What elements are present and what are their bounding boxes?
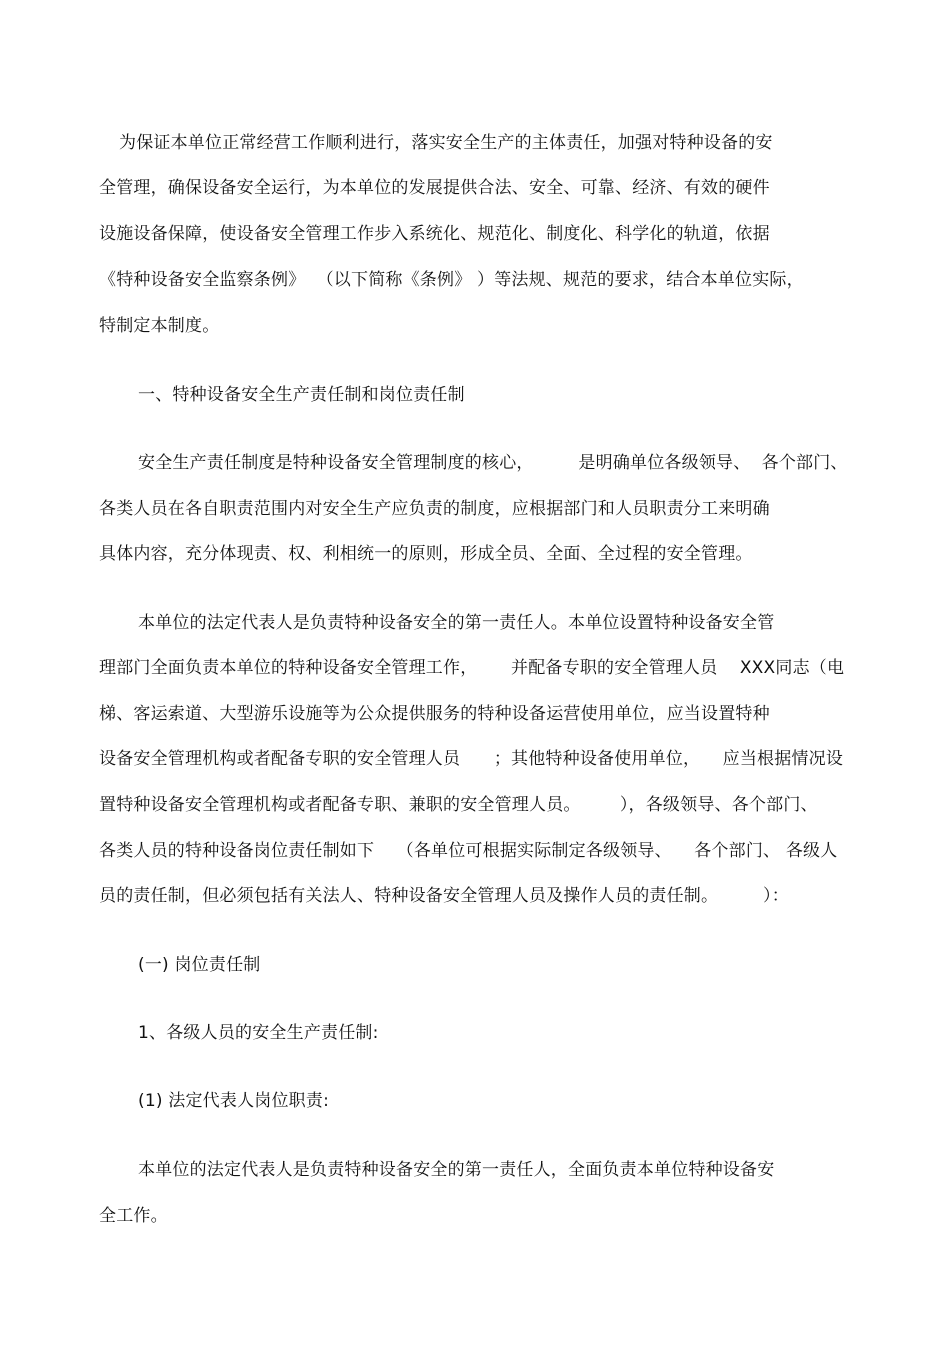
intro-line-2: 全管理，确保设备安全运行，为本单位的发展提供合法、安全、可靠、经济、有效的硬件	[99, 178, 770, 198]
para2-line-3: 梯、客运索道、大型游乐设施等为公众提供服务的特种设备运营使用单位，应当设置特种	[99, 704, 770, 724]
sub-heading: (一) 岗位责任制	[138, 955, 261, 975]
para2-line-7: 员的责任制，但必须包括有关法人、特种设备安全管理人员及操作人员的责任制。 ）：	[99, 886, 789, 906]
para1-line-3: 具体内容，充分体现责、权、利相统一的原则，形成全员、全面、全过程的安全管理。	[99, 544, 753, 564]
para2-line-2: 理部门全面负责本单位的特种设备安全管理工作， 并配备专职的安全管理人员 XXX同志（电	[99, 658, 845, 678]
para2-line-5: 置特种设备安全管理机构或者配备专职、兼职的安全管理人员。 ），各级领导、各个部门、	[99, 795, 818, 815]
para1-line-2: 各类人员在各自职责范围内对安全生产应负责的制度，应根据部门和人员职责分工来明确	[99, 499, 770, 519]
para3-line-1: 本单位的法定代表人是负责特种设备安全的第一责任人，全面负责本单位特种设备安	[138, 1160, 775, 1180]
intro-line-3: 设施设备保障，使设备安全管理工作步入系统化、规范化、制度化、科学化的轨道，依据	[99, 224, 770, 244]
item-1: 1、各级人员的安全生产责任制:	[138, 1023, 379, 1043]
intro-line-4: 《特种设备安全监察条例》 （以下简称《条例》 ）等法规、规范的要求，结合本单位实际，	[99, 270, 804, 290]
para2-line-4: 设备安全管理机构或者配备专职的安全管理人员 ；其他特种设备使用单位， 应当根据情况设	[99, 749, 844, 769]
item-1-1: (1) 法定代表人岗位职责:	[138, 1091, 330, 1111]
intro-line-5: 特制定本制度。	[99, 316, 220, 336]
para1-line-1: 安全生产责任制度是特种设备安全管理制度的核心， 是明确单位各级领导、 各个部门、	[138, 453, 848, 473]
section-heading: 一、特种设备安全生产责任制和岗位责任制	[138, 385, 465, 405]
intro-line-1: 为保证本单位正常经营工作顺利进行，落实安全生产的主体责任，加强对特种设备的安	[119, 133, 773, 153]
para2-line-6: 各类人员的特种设备岗位责任制如下 （各单位可根据实际制定各级领导、 各个部门、 各级人	[99, 841, 838, 861]
para2-line-1: 本单位的法定代表人是负责特种设备安全的第一责任人。本单位设置特种设备安全管	[138, 613, 775, 633]
para3-line-2: 全工作。	[99, 1206, 168, 1226]
